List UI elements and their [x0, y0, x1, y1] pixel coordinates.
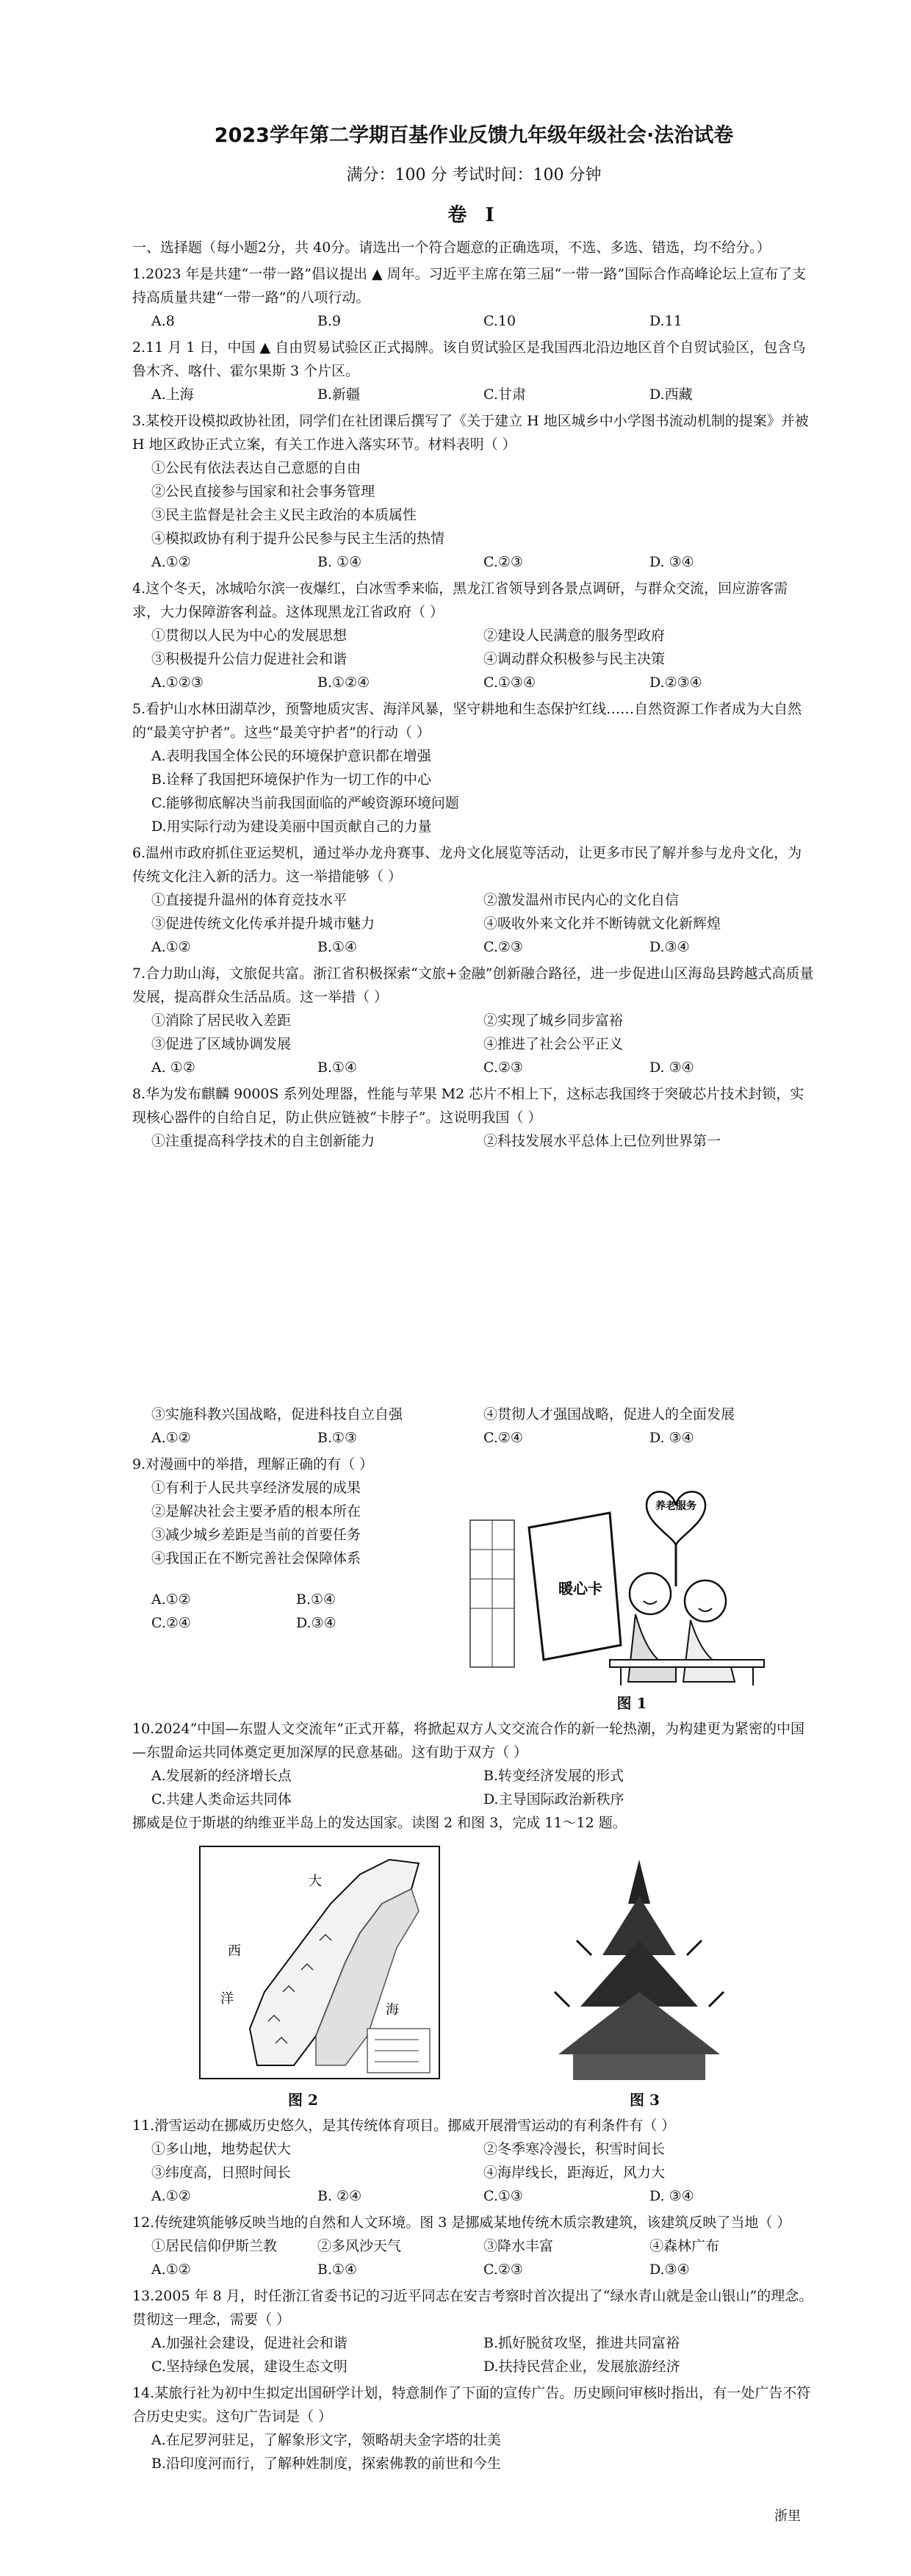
option: A.加强社会建设，促进社会和谐 [151, 2335, 348, 2351]
question-12 [132, 2211, 815, 2281]
question-stem: 9.对漫画中的举措，理解正确的有（ ） [132, 1456, 374, 1472]
option: C.②④ [483, 1430, 523, 1446]
statement-row [132, 624, 815, 647]
option: A.发展新的经济增长点 [151, 1768, 292, 1784]
cartoon-illustration [463, 1476, 771, 1689]
question-9-options [132, 1476, 441, 1714]
statement: ④我国正在不断完善社会保障体系 [151, 1550, 361, 1566]
footer-watermark: 浙里 [774, 2508, 801, 2524]
material-intro: 挪威是位于斯堪的纳维亚半岛上的发达国家。读图 2 和图 3，完成 11～12 题。 [132, 1815, 627, 1831]
question-1 [132, 262, 815, 333]
statement: ②激发温州市民内心的文化自信 [483, 892, 680, 908]
question-stem: 10.2024“中国—东盟人文交流年”正式开幕，将掀起双方人文交流合作的新一轮热潮，为构建更为紧密的中国—东盟命运共同体奠定更加深厚的民意基础。这有助于双方（ ） [132, 1721, 804, 1760]
option: C.①③ [483, 2188, 523, 2204]
question-11 [132, 2114, 815, 2208]
option: A.①② [151, 1430, 191, 1446]
option: B. ②④ [317, 2188, 362, 2204]
statement: ①公民有依法表达自己意愿的自由 [151, 460, 361, 476]
exam-content [132, 121, 815, 2475]
option: D.11 [649, 313, 683, 329]
statement: ②实现了城乡同步富裕 [483, 1012, 624, 1029]
option: B.诠释了我国把环境保护作为一切工作的中心 [151, 771, 432, 788]
statement: ②是解决社会主要矛盾的根本所在 [151, 1503, 361, 1519]
option: B.新疆 [317, 386, 361, 403]
cartoon-sign-text: 养老服务 [655, 1500, 696, 1512]
option: C.10 [483, 313, 516, 329]
statement: ②冬季寒冷漫长，积雪时间长 [483, 2141, 666, 2157]
option: A.①② [151, 939, 191, 955]
question-3 [132, 409, 815, 574]
option: B.①②④ [317, 674, 370, 691]
question-stem: 2.11 月 1 日，中国 ▲ 自由贸易试验区正式揭牌。该自贸试验区是我国西北沿边地区首个自贸试验区，包含乌鲁木齐、喀什、霍尔果斯 3 个片区。 [132, 339, 806, 379]
option: D.③④ [649, 939, 690, 955]
option: A.①②③ [151, 674, 204, 691]
figure-caption: 图 1 [616, 1694, 647, 1712]
statement: ③促进了区域协调发展 [151, 1036, 292, 1052]
statement-row [132, 912, 815, 935]
question-6 [132, 841, 815, 959]
question-stem: 13.2005 年 8 月，时任浙江省委书记的习近平同志在安吉考察时首次提出了“绿水青山就是金山银山”的理念。贯彻这一理念，需要（ ） [132, 2288, 813, 2328]
option: A.在尼罗河驻足，了解象形文字，领略胡夫金字塔的壮美 [151, 2432, 501, 2448]
question-8 [132, 1082, 815, 1450]
statement: ①居民信仰伊斯兰教 [151, 2238, 278, 2254]
option-row [132, 1611, 441, 1635]
option: B.沿印度河而行，了解种姓制度，探索佛教的前世和今生 [151, 2456, 502, 2472]
statement-row [132, 2234, 815, 2258]
option: B.9 [317, 313, 342, 329]
option-row [132, 2184, 815, 2208]
option: D.用实际行动为建设美丽中国贡献自己的力量 [151, 819, 432, 835]
statement: ③促进传统文化传承并提升城市魅力 [151, 915, 375, 932]
question-5 [132, 697, 815, 838]
option: C.甘肃 [483, 386, 526, 403]
question-14 [132, 2381, 815, 2475]
statement: ③减少城乡差距是当前的首要任务 [151, 1527, 361, 1543]
option: A.8 [151, 313, 175, 329]
map-label: 西 [228, 1943, 241, 1959]
question-stem: 8.华为发布麒麟 9000S 系列处理器，性能与苹果 M2 芯片不相上下，这标志我国终于突破芯片技术封锁，实现核心器件的自给自足，防止供应链被“卡脖子”。这说明我国（ ） [132, 1086, 804, 1126]
statement: ④海岸线长，距海近，风力大 [483, 2165, 666, 2181]
statement: ④森林广布 [649, 2238, 720, 2254]
statement-row [132, 647, 815, 671]
option: C.能够彻底解决当前我国面临的严峻资源环境问题 [151, 795, 459, 811]
option-row [132, 1056, 815, 1079]
option: D.③④ [296, 1615, 336, 1631]
option: C.②④ [151, 1615, 191, 1631]
stave-church-photo [547, 1845, 731, 2080]
blank-space [132, 1153, 815, 1403]
statement: ①贯彻以人民为中心的发展思想 [151, 627, 348, 644]
statement: ④吸收外来文化并不断铸就文化新辉煌 [483, 915, 721, 932]
option-row [132, 1788, 815, 1811]
statement-row [132, 1032, 815, 1056]
question-stem: 5.看护山水林田湖草沙，预警地质灾害、海洋风暴，坚守耕地和生态保护红线……自然资源工作者成为大自然的“最美守护者”。这些“最美守护者”的行动（ ） [132, 701, 802, 741]
statement: ②公民直接参与国家和社会事务管理 [151, 483, 375, 500]
question-stem: 12.传统建筑能够反映当地的自然和人文环境。图 3 是挪威某地传统木质宗教建筑，该建筑反映了当地（ ） [132, 2215, 791, 2231]
option: B.抓好脱贫攻坚，推进共同富裕 [483, 2335, 680, 2351]
option: A.①② [151, 1591, 191, 1608]
option: B.①③ [317, 1430, 358, 1446]
question-stem: 14.某旅行社为初中生拟定出国研学计划，特意制作了下面的宣传广告。历史顾问审核时指出，有一处广告不符合历史史实。这句广告词是（ ） [132, 2385, 811, 2425]
option: C.②③ [483, 2262, 523, 2278]
statement-row [132, 1129, 815, 1153]
figure-caption: 图 3 [630, 2091, 660, 2109]
map-label: 海 [386, 2002, 399, 2018]
option: D.③④ [649, 2262, 690, 2278]
option: D. ③④ [649, 2188, 694, 2204]
option-row [132, 1426, 815, 1450]
figures-2-3 [132, 1845, 815, 2111]
statement-row [132, 2137, 815, 2161]
map-label: 洋 [220, 1991, 234, 2007]
statement: ①消除了居民收入差距 [151, 1012, 292, 1029]
option: C.共建人类命运共同体 [151, 1791, 292, 1807]
question-stem: 3.某校开设模拟政协社团，同学们在社团课后撰写了《关于建立 H 地区城乡中小学图书流动机制的提案》并被 H 地区政协正式立案，有关工作进入落实环节。材料表明（ ） [132, 413, 809, 453]
option-row [132, 309, 815, 333]
question-9-body [132, 1476, 815, 1714]
statement-row [132, 888, 815, 912]
option: B. ①④ [317, 554, 362, 570]
option: A.上海 [151, 386, 194, 403]
question-stem: 6.温州市政府抓住亚运契机，通过举办龙舟赛事、龙舟文化展览等活动，让更多市民了解并参与龙舟文化，为传统文化注入新的活力。这一举措能够（ ） [132, 845, 802, 885]
option-row [132, 2258, 815, 2281]
statement-row [132, 1403, 815, 1426]
option: D. ③④ [649, 1059, 694, 1076]
option: A.表明我国全体公民的环境保护意识都在增强 [151, 748, 431, 764]
option-row [132, 383, 815, 406]
question-2 [132, 336, 815, 406]
option: C.②③ [483, 939, 523, 955]
statement: ④贯彻人才强国战略，促进人的全面发展 [483, 1406, 735, 1422]
question-stem: 4.这个冬天，冰城哈尔滨一夜爆红，白冰雪季来临，黑龙江省领导到各景点调研，与群众交流，回应游客需求，大力保障游客利益。这体现黑龙江省政府（ ） [132, 580, 788, 620]
statement: ①直接提升温州的体育竞技水平 [151, 892, 348, 908]
question-stem: 11.滑雪运动在挪威历史悠久，是其传统体育项目。挪威开展滑雪运动的有利条件有（ ） [132, 2118, 676, 2134]
volume-label: 卷 Ⅰ [447, 204, 500, 226]
norway-map [198, 1845, 441, 2080]
figure-caption: 图 2 [288, 2091, 318, 2109]
statement: ②科技发展水平总体上已位列世界第一 [483, 1133, 721, 1149]
option: C.坚持绿色发展，建设生态文明 [151, 2359, 348, 2375]
option: B.①④ [317, 1059, 358, 1076]
question-stem: 1.2023 年是共建“一带一路”倡议提出 ▲ 周年。习近平主席在第三届“一带一路”国际合作高峰论坛上宣布了支持高质量共建“一带一路”的八项行动。 [132, 266, 807, 306]
option: A.①② [151, 554, 191, 570]
statement: ④推进了社会公平正义 [483, 1036, 624, 1052]
cartoon-card-text: 暖心卡 [558, 1580, 602, 1597]
exam-title: 2023学年第二学期百基作业反馈九年级年级社会·法治试卷 [214, 124, 734, 147]
statement: ①多山地，地势起伏大 [151, 2141, 292, 2157]
exam-subtitle: 满分：100 分 考试时间：100 分钟 [346, 166, 602, 184]
map-label: 大 [309, 1874, 322, 1889]
option-row [132, 2355, 815, 2378]
figure-1 [441, 1476, 801, 1714]
option: D. ③④ [649, 1430, 694, 1446]
option: A.①② [151, 2188, 191, 2204]
option-row [132, 1764, 815, 1788]
option-row [132, 2331, 815, 2355]
question-13 [132, 2284, 815, 2378]
statement: ③民主监督是社会主义民主政治的本质属性 [151, 507, 417, 523]
option: A.①② [151, 2262, 191, 2278]
option: C.②③ [483, 1059, 523, 1076]
statement: ②建设人民满意的服务型政府 [483, 627, 666, 644]
option: D.西藏 [649, 386, 693, 403]
option: D. ③④ [649, 554, 694, 570]
question-stem: 7.合力助山海，文旅促共富。浙江省积极探索“文旅+金融”创新融合路径，进一步促进山区海岛县跨越式高质量发展，提高群众生活品质。这一举措（ ） [132, 965, 814, 1005]
question-7 [132, 962, 815, 1079]
option-row [132, 671, 815, 694]
statement: ④模拟政协有利于提升公民参与民主生活的热情 [151, 530, 445, 547]
option: A. ①② [151, 1059, 195, 1076]
option: C.②③ [483, 554, 523, 570]
option-row [132, 935, 815, 959]
option: D.主导国际政治新秩序 [483, 1791, 624, 1807]
option-row [132, 550, 815, 574]
statement: ①有利于人民共享经济发展的成果 [151, 1480, 361, 1496]
option: B.①④ [296, 1591, 336, 1608]
statement: ①注重提高科学技术的自主创新能力 [151, 1133, 375, 1149]
question-4 [132, 577, 815, 694]
statement: ③降水丰富 [483, 2238, 554, 2254]
question-9 [132, 1453, 815, 1714]
statement: ③实施科教兴国战略，促进科技自立自强 [151, 1406, 403, 1422]
figure-2 [132, 1845, 474, 2111]
figure-3 [474, 1845, 815, 2111]
statement-row [132, 1009, 815, 1032]
option: C.①③④ [483, 674, 536, 691]
question-10 [132, 1717, 815, 1811]
statement-row [132, 2161, 815, 2184]
option: B.①④ [317, 939, 358, 955]
option: D.扶持民营企业，发展旅游经济 [483, 2359, 680, 2375]
statement: ④调动群众积极参与民主决策 [483, 651, 666, 667]
option: B.转变经济发展的形式 [483, 1768, 624, 1784]
option: B.①④ [317, 2262, 358, 2278]
option: D.②③④ [649, 674, 702, 691]
statement: ②多风沙天气 [317, 2238, 402, 2254]
statement: ③积极提升公信力促进社会和谐 [151, 651, 348, 667]
statement: ③纬度高，日照时间长 [151, 2165, 292, 2181]
section-instruction: 一、选择题（每小题2分，共 40分。请选出一个符合题意的正确选项，不选、多选、错选，均不给分。） [132, 240, 771, 256]
option-row [132, 1588, 441, 1611]
